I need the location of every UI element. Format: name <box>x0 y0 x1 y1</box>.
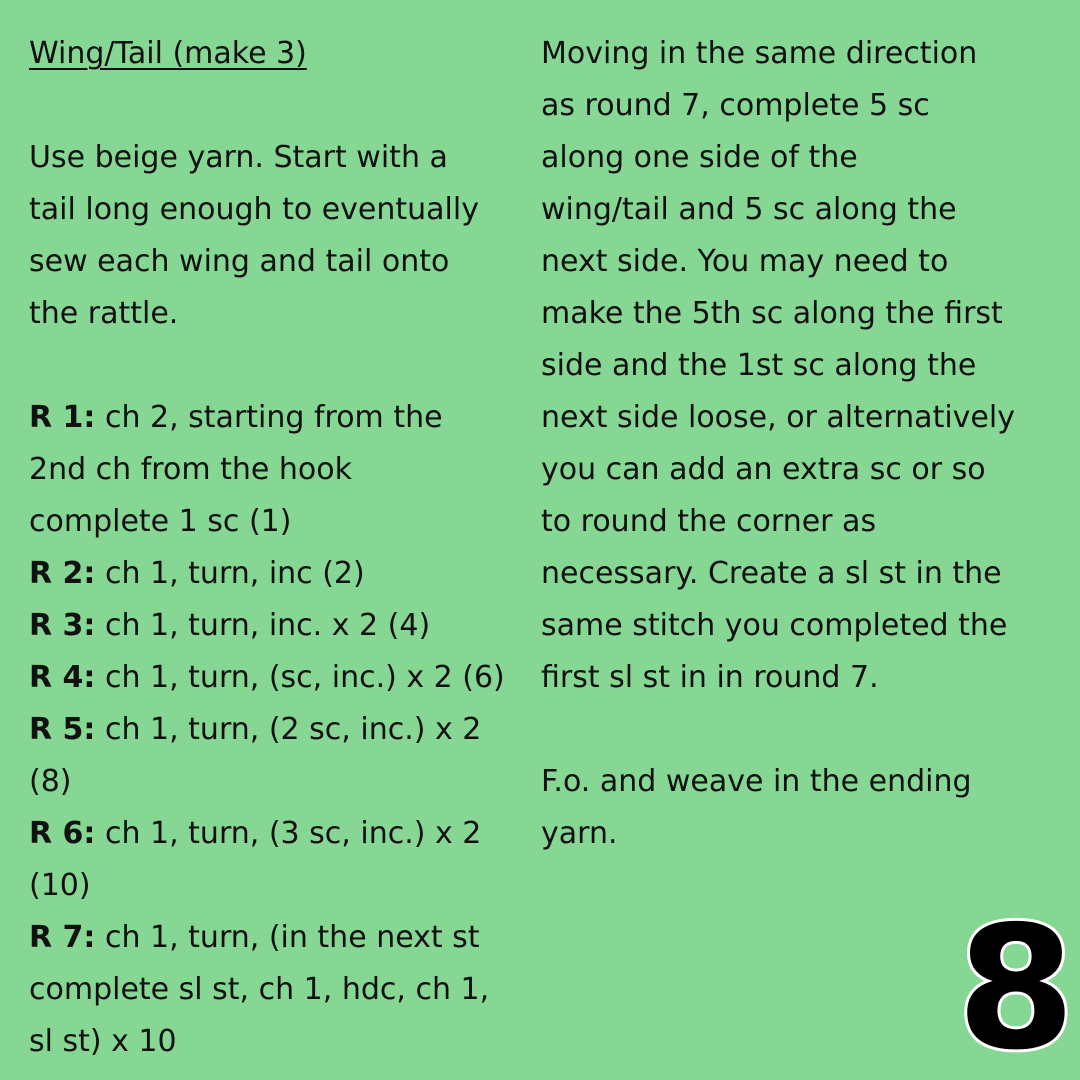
body-line: necessary. Create a sl st in the <box>541 556 1002 591</box>
body-line: to round the corner as <box>541 504 877 539</box>
round-3: R 3: ch 1, turn, inc. x 2 (4) <box>29 608 431 643</box>
intro-line: the rattle. <box>29 296 179 331</box>
round-4: R 4: ch 1, turn, (sc, inc.) x 2 (6) <box>29 660 505 695</box>
round-label: R 2: <box>29 556 96 591</box>
round-1-cont: complete 1 sc (1) <box>29 504 292 539</box>
round-label: R 3: <box>29 608 96 643</box>
body-line: you can add an extra sc or so <box>541 452 986 487</box>
spacer <box>29 340 519 392</box>
body-line: as round 7, complete 5 sc <box>541 88 930 123</box>
body-line: next side. You may need to <box>541 244 949 279</box>
page-number-text: 8 <box>956 890 1076 1080</box>
round-1-cont: 2nd ch from the hook <box>29 452 352 487</box>
intro-line: sew each wing and tail onto <box>29 244 450 279</box>
round-6-cont: (10) <box>29 868 91 903</box>
body-line: wing/tail and 5 sc along the <box>541 192 957 227</box>
round-2: R 2: ch 1, turn, inc (2) <box>29 556 365 591</box>
left-column <box>29 28 519 1068</box>
body-line: same stitch you completed the <box>541 608 1008 643</box>
round-label: R 1: <box>29 400 96 435</box>
round-label: R 4: <box>29 660 96 695</box>
round-5: R 5: ch 1, turn, (2 sc, inc.) x 2 <box>29 712 482 747</box>
round-label: R 6: <box>29 816 96 851</box>
section-heading: Wing/Tail (make 3) <box>29 36 307 71</box>
round-5-cont: (8) <box>29 764 72 799</box>
round-7-cont: sl st) x 10 <box>29 1024 177 1059</box>
body-line: next side loose, or alternatively <box>541 400 1015 435</box>
page-number <box>956 890 1076 1080</box>
round-6: R 6: ch 1, turn, (3 sc, inc.) x 2 <box>29 816 482 851</box>
intro-line: tail long enough to eventually <box>29 192 479 227</box>
body-line: along one side of the <box>541 140 858 175</box>
round-7-cont: complete sl st, ch 1, hdc, ch 1, <box>29 972 490 1007</box>
right-column <box>541 28 1061 860</box>
round-label: R 7: <box>29 920 96 955</box>
spacer <box>29 80 519 132</box>
body-line: make the 5th sc along the first <box>541 296 1003 331</box>
intro-line: Use beige yarn. Start with a <box>29 140 448 175</box>
spacer <box>541 704 1061 756</box>
round-label: R 5: <box>29 712 96 747</box>
round-7: R 7: ch 1, turn, (in the next st <box>29 920 480 955</box>
body-line: side and the 1st sc along the <box>541 348 977 383</box>
body-line: yarn. <box>541 816 618 851</box>
round-1: R 1: ch 2, starting from the <box>29 400 443 435</box>
body-line: first sl st in in round 7. <box>541 660 879 695</box>
body-line: F.o. and weave in the ending <box>541 764 972 799</box>
body-line: Moving in the same direction <box>541 36 978 71</box>
